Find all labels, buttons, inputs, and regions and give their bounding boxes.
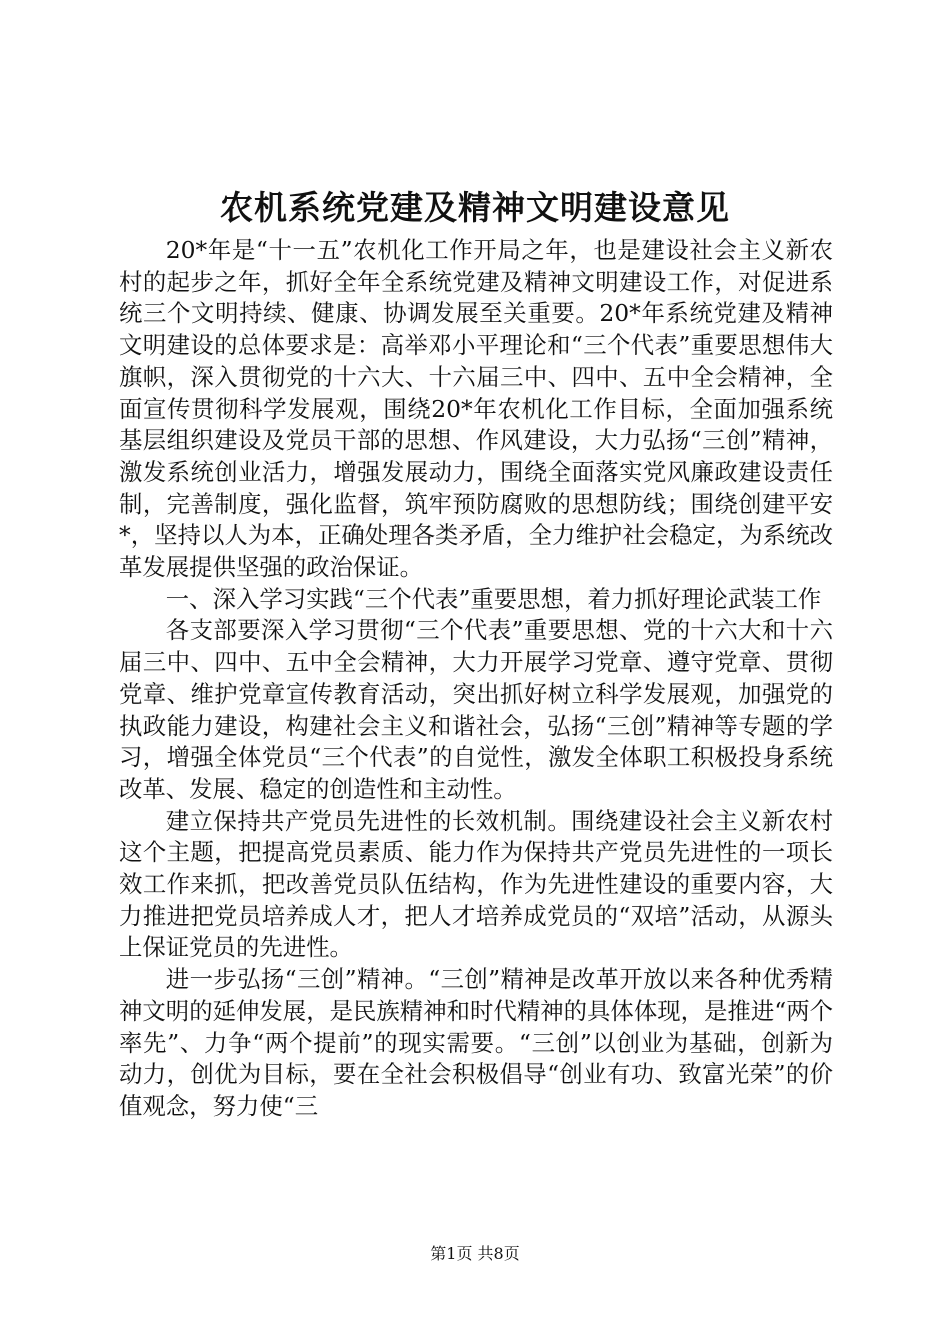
document-body <box>119 235 833 1123</box>
paragraph-spirit: 进一步弘扬“三创”精神。“三创”精神是改革开放以来各种优秀精神文明的延伸发展，是民族精神和时代精神的具体体现，是推进“两个率先”、力争“两个提前”的现实需要。“三创”以创业为基础，创新为动力，创优为目标，要在全社会积极倡导“创业有功、致富光荣”的价值观念，努力使“三 <box>119 965 833 1120</box>
document-title: 农机系统党建及精神文明建设意见 <box>220 188 730 227</box>
paragraph-study: 各支部要深入学习贯彻“三个代表”重要思想、党的十六大和十六届三中、四中、五中全会精神，大力开展学习党章、遵守党章、贯彻党章、维护党章宣传教育活动，突出抓好树立科学发展观，加强党的执政能力建设，构建社会主义和谐社会，弘扬“三创”精神等专题的学习，增强全体党员“三个代表”的自觉性，激发全体职工积极投身系统改革、发展、稳定的创造性和主动性。 <box>119 616 833 803</box>
section-heading-1: 一、深入学习实践“三个代表”重要思想，着力抓好理论武装工作 <box>165 584 822 613</box>
page-number-footer: 第1页 共8页 <box>430 1244 520 1263</box>
paragraph-intro: 20*年是“十一五”农机化工作开局之年，也是建设社会主义新农村的起步之年，抓好全年全系统党建及精神文明建设工作，对促进系统三个文明持续、健康、协调发展至关重要。20*年系统党建及精神文明建设的总体要求是：高举邓小平理论和“三个代表”重要思想伟大旗帜，深入贯彻党的十六大、十六届三中、四中、五中全会精神，全面宣传贯彻科学发展观，围绕20*年农机化工作目标，全面加强系统基层组织建设及党员干部的思想、作风建设，大力弘扬“三创”精神，激发系统创业活力，增强发展动力，围绕全面落实党风廉政建设责任制，完善制度，强化监督，筑牢预防腐败的思想防线；围绕创建平安*，坚持以人为本，正确处理各类矛盾，全力维护社会稳定，为系统改革发展提供坚强的政治保证。 <box>119 236 833 582</box>
paragraph-mechanism: 建立保持共产党员先进性的长效机制。围绕建设社会主义新农村这个主题，把提高党员素质、能力作为保持共产党员先进性的一项长效工作来抓，把改善党员队伍结构，作为先进性建设的重要内容，大力推进把党员培养成人才，把人才培养成党员的“双培”活动，从源头上保证党员的先进性。 <box>119 806 833 962</box>
